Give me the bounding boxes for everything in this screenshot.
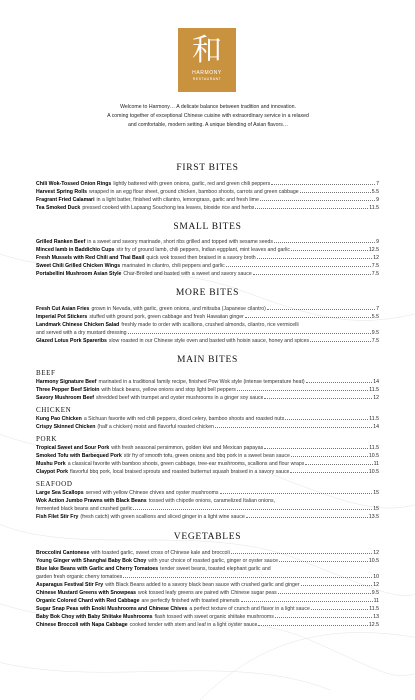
section-title-small-bites: SMALL BITES <box>173 222 242 232</box>
menu-item: Grilled Ranken Beef in a sweet and savory marinade, short ribs grilled and topped with sesame seeds 9 <box>36 239 379 245</box>
menu-item-continuation: and served with a dry mustard dressing 9.5 <box>36 330 379 336</box>
menu-item: Tropical Sweet and Sour Pork with fresh seasonal persimmon, golden kiwi and Mexican papayas 11.5 <box>36 445 379 451</box>
menu-item: Sugar Snap Peas with Enoki Mushrooms and Chinese Chives a perfect texture of crunch and flavor in a light sauce 11.5 <box>36 606 379 612</box>
menu-item: Savory Mushroom Beef shredded beef with trumpet and oyster mushrooms in a ginger soy sauce 12 <box>36 395 379 401</box>
menu-item: Landmark Chinese Chicken Salad freshly made to order with scallions, crushed almonds, cilantro, rice vermicelli <box>36 322 299 328</box>
intro-text <box>78 103 338 131</box>
menu-item: Portabellini Mushroom Asian Style Char-Broiled and basted with a sweet and savory sauce 7.5 <box>36 271 379 277</box>
menu-item: Harvest Spring Rolls wrapped in an egg flour sheet, ground chicken, bamboo shoots, carrots and green cabbage 5.5 <box>36 189 379 195</box>
section-title-main-bites: MAIN BITES <box>176 355 239 365</box>
section-title-vegetables: VEGETABLES <box>173 532 242 542</box>
menu-item-continuation: fermented black beans and crushed garlic 15 <box>36 506 379 512</box>
menu-item: Chinese Mustard Greens with Snowpeas wok tossed leafy greens are paired with Chinese sugar peas 9.5 <box>36 590 379 596</box>
menu-item: Chinese Broccoli with Napa Cabbage cooked tender with stem and leaf in a light oyster sauce 12.5 <box>36 622 379 628</box>
subsection-title-seafood: SEAFOOD <box>36 480 73 488</box>
section-title-first-bites: FIRST BITES <box>176 163 239 173</box>
restaurant-logo <box>178 28 236 92</box>
logo-name: HARMONY <box>192 70 222 76</box>
menu-item-continuation: garden fresh organic cherry tomatoes 10 <box>36 574 379 580</box>
menu-item: Three Pepper Beef Sirloin with black beans, yellow onions and stop light bell peppers 11.5 <box>36 387 379 393</box>
harmony-glyph: 和 <box>192 33 222 68</box>
menu-item: Fresh Cut Asian Fries grown in Nevada, with garlic, green onions, and mitsuba (Japanese cilantro) 7 <box>36 306 379 312</box>
menu-item: Wok Action Jumbo Prawns with Black Beans tossed with chipotle onions, caramelized Italian onions, <box>36 498 276 504</box>
subsection-title-pork: PORK <box>36 435 58 443</box>
menu-item: Imperial Pot Stickers stuffed with ground pork, green cabbage and fresh Hawaiian ginger 5.5 <box>36 314 379 320</box>
intro-line: A coming together of exceptional Chinese cuisine with extraordinary service in a relaxed <box>107 113 309 120</box>
menu-item: Crispy Skinned Chicken (half a chicken) moist and flavorful roasted chicken 14 <box>36 424 379 430</box>
menu-item: Large Sea Scallops served with yellow Chinese chives and oyster mushrooms 15 <box>36 490 379 496</box>
menu-item: Organic Colored Chard with Red Cabbage are perfectly finished with toasted pinenuts 11 <box>36 598 379 604</box>
menu-item: Fresh Mussels with Red Chili and Thai Basil quick wok tossed then braised in a savory broth 12 <box>36 255 379 261</box>
menu-item: Smoked Tofu with Barbequed Pork stir fry of smooth tofu, green onions and bbq pork in a sweet bean sauce 10.5 <box>36 453 379 459</box>
menu-item: Claypot Pork flavorful bbq pork, local braised sprouts and roasted butternut squash braised in a savory sauce 10.5 <box>36 469 379 475</box>
menu-item: Glazed Lotus Pork Spareribs slow roasted in our Chinese style oven and basted with hoisin sauce, honey and spices 7.5 <box>36 338 379 344</box>
menu-item: Sweet Chili Grilled Chicken Wings marinated in cilantro, chili peppers and garlic 7.5 <box>36 263 379 269</box>
intro-line: Welcome to Harmony… A delicate balance between tradition and innovation. <box>120 104 296 110</box>
menu-item: Fragrant Fried Calamari in a light batter, finished with cilantro, lemongrass, garlic and fresh lime 9 <box>36 197 379 203</box>
menu-item: Blue lake Beans with Garlic and Cherry Tomatoes tender sweet beans, toasted elephant garlic and <box>36 566 271 572</box>
menu-item: Broccolini Cantonese with toasted garlic, sweet cross of Chinese kale and broccoli 12 <box>36 550 379 556</box>
menu-item: Minced lamb in Baddichio Cups stir fry of ground lamb, chili peppers, Indian eggplant, mint leaves and garlic 12.5 <box>36 247 379 253</box>
subsection-title-beef: BEEF <box>36 369 56 377</box>
menu-item: Tea Smoked Duck pressed cooked with Lapsang Souchong tea leaves, bioxide rice and herbs 11.5 <box>36 205 379 211</box>
menu-item: Fish Filet Stir Fry (fresh catch) with green scallions and sliced ginger in a light wine sauce 13.5 <box>36 514 379 520</box>
section-title-more-bites: MORE BITES <box>175 288 240 298</box>
menu-item: Baby Bok Choy with Baby Shiitake Mushrooms flash tossed with sweet organic shiitake mushrooms 13 <box>36 614 379 620</box>
menu-item: Asparagus Festival Stir Fry with Black Beans added to a savory black bean sauce with crushed garlic and ginger 12 <box>36 582 379 588</box>
menu-item: Mushu Pork a classical favorite with bamboo shoots, green cabbage, tree-ear mushrooms, scallions and flour wraps 11 <box>36 461 379 467</box>
menu-item: Chili Wok-Tossed Onion Rings lightly battered with green onions, garlic, red and green chili peppers 7 <box>36 181 379 187</box>
menu-item: Young Ginger with Shanghai Baby Bok Choy with your choice of roasted garlic, ginger or oyster sauce 10.5 <box>36 558 379 564</box>
menu-item: Harmony Signature Beef marinated in a traditional family recipe, finished Pow Wok style (intense temperature heat) 14 <box>36 379 379 385</box>
subsection-title-chicken: CHICKEN <box>36 406 72 414</box>
intro-line: and comfortable, modern setting. A unique blending of Asian flavors… <box>127 122 289 129</box>
logo-subtitle: RESTAURANT <box>192 77 222 81</box>
menu-item: Kung Pao Chicken a Sichuan favorite with red chili peppers, diced celery, bamboo shoots and roasted nuts 11.5 <box>36 416 379 422</box>
